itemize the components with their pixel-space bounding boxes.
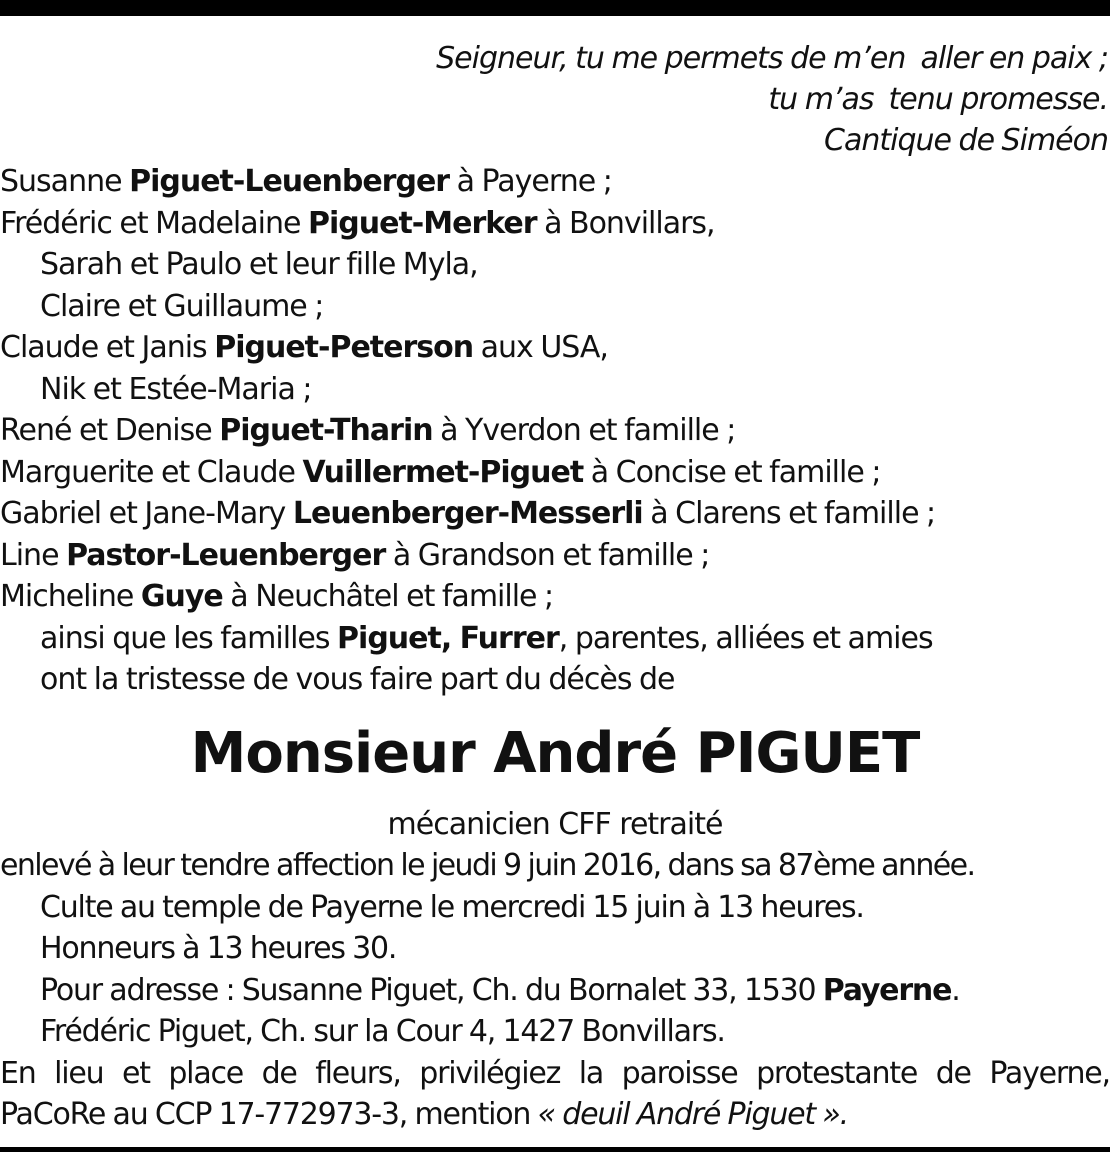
family-surname: Piguet-Merker	[308, 205, 537, 241]
top-rule	[0, 0, 1110, 16]
family-line: ont la tristesse de vous faire part du décès de	[40, 662, 675, 697]
family-line	[0, 410, 1110, 452]
family-line-prefix: ainsi que les familles	[40, 620, 338, 656]
family-line-suffix: à Clarens et famille ;	[642, 496, 936, 531]
address-1-suffix: .	[951, 972, 960, 1008]
flowers-word: protestante	[756, 1055, 918, 1091]
flowers-word: En	[0, 1055, 36, 1091]
family-surname: Pastor-Leuenberger	[66, 537, 386, 573]
family-line-prefix: Line	[0, 537, 67, 573]
flowers-word: la	[578, 1055, 604, 1091]
family-line-prefix: Micheline	[0, 579, 141, 614]
family-surname: Piguet-Tharin	[219, 413, 433, 448]
passing-line: enlevé à leur tendre affection le jeudi 9 juin 2016, dans sa 87ème année.	[0, 848, 975, 883]
address-1-city: Payerne	[822, 972, 952, 1008]
flowers-word: de	[935, 1055, 971, 1091]
family-line	[0, 618, 1110, 660]
honours-line: Honneurs à 13 heures 30.	[40, 931, 397, 966]
verse-line-2: tu m’as tenu promesse.	[768, 82, 1108, 117]
family-line	[0, 203, 1110, 245]
flowers-word: de	[261, 1055, 297, 1091]
service-line: Culte au temple de Payerne le mercredi 15 juin à 13 heures.	[40, 889, 864, 925]
family-line-prefix: Frédéric et Madelaine	[0, 205, 308, 241]
flowers-word: Payerne,	[989, 1055, 1110, 1091]
family-line-suffix: à Bonvillars,	[536, 205, 715, 241]
funeral-details	[0, 845, 1110, 1136]
family-line-prefix: Claude et Janis	[0, 330, 215, 365]
family-line-suffix: aux USA,	[473, 330, 608, 365]
flowers-word: lieu	[54, 1055, 104, 1091]
bottom-rule	[0, 1147, 1110, 1152]
family-line-suffix: à Yverdon et famille ;	[432, 413, 736, 448]
deceased-profession: mécanicien CFF retraité	[387, 807, 723, 842]
family-line-suffix: à Payerne ;	[449, 164, 612, 199]
family-line	[0, 535, 1110, 577]
family-list	[0, 161, 1110, 701]
family-line-suffix: à Neuchâtel et famille ;	[222, 579, 554, 614]
flowers-line	[0, 1053, 1110, 1095]
account-mention: « deuil André Piguet ».	[537, 1097, 848, 1132]
family-surname: Piguet-Leuenberger	[129, 164, 450, 199]
family-line: Nik et Estée-Maria ;	[40, 371, 312, 407]
family-surname: Piguet, Furrer	[337, 620, 559, 656]
flowers-word: paroisse	[621, 1055, 738, 1091]
family-line	[0, 493, 1110, 535]
flowers-word: place	[168, 1055, 244, 1091]
flowers-word: fleurs,	[315, 1055, 401, 1091]
address-line-2: Frédéric Piguet, Ch. sur la Cour 4, 1427 Bonvillars.	[40, 1014, 725, 1049]
family-line	[0, 161, 1110, 203]
family-line-suffix: à Concise et famille ;	[583, 454, 881, 490]
family-line-suffix: , parentes, alliées et amies	[558, 620, 933, 656]
address-1-text: Pour adresse : Susanne Piguet, Ch. du Bornalet 33, 1530	[40, 972, 823, 1008]
family-line-prefix: Gabriel et Jane-Mary	[0, 496, 293, 531]
verse-source: Cantique de Siméon	[824, 123, 1108, 158]
family-line-prefix: Susanne	[0, 164, 130, 199]
family-surname: Vuillermet-Piguet	[302, 454, 584, 490]
family-line	[0, 327, 1110, 369]
account-line	[0, 1094, 1110, 1136]
family-line-prefix: Marguerite et Claude	[0, 454, 303, 490]
address-line-1	[0, 970, 1110, 1012]
account-text: PaCoRe au CCP 17-772973-3, mention	[0, 1097, 538, 1132]
family-line: Sarah et Paulo et leur fille Myla,	[40, 247, 478, 282]
deceased-name: Monsieur André PIGUET	[190, 721, 920, 786]
epigraph-verse	[436, 38, 1108, 161]
family-line	[0, 576, 1110, 618]
family-line	[0, 452, 1110, 494]
flowers-word: et	[121, 1055, 150, 1091]
family-line: Claire et Guillaume ;	[40, 288, 324, 324]
family-line-prefix: René et Denise	[0, 413, 220, 448]
family-surname: Piguet-Peterson	[214, 330, 474, 365]
family-line-suffix: à Grandson et famille ;	[385, 537, 710, 573]
flowers-word: privilégiez	[419, 1055, 561, 1091]
family-surname: Guye	[140, 579, 223, 614]
verse-line-1: Seigneur, tu me permets de m’en aller en paix ;	[436, 41, 1108, 76]
family-surname: Leuenberger-Messerli	[292, 496, 643, 531]
